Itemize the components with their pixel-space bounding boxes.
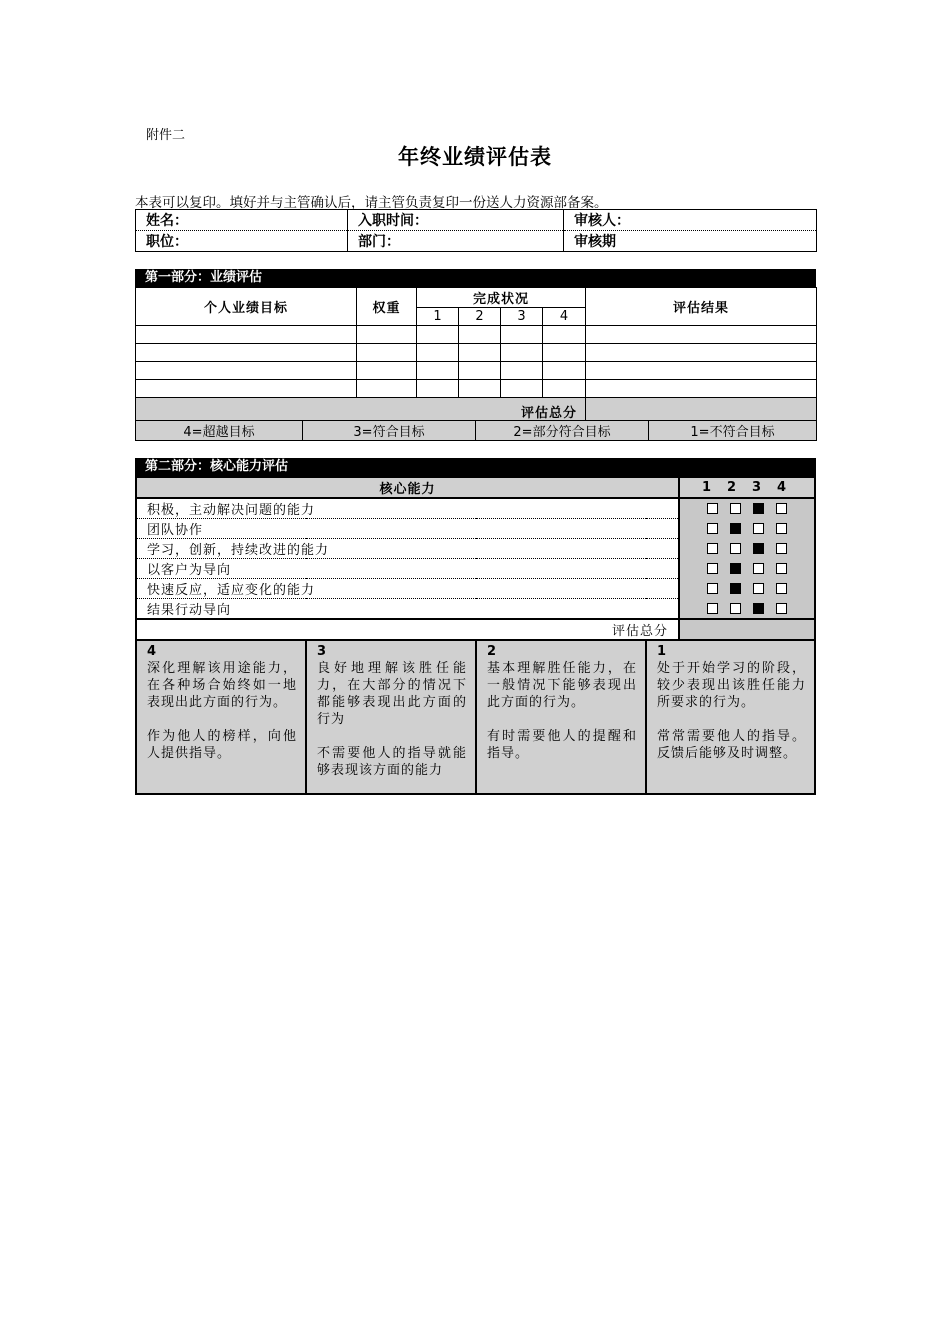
level-label: 3 (752, 480, 762, 495)
status-cell[interactable] (543, 380, 586, 398)
legend-item: 1=不符合目标 (649, 421, 817, 441)
col-goal-header: 个人业绩目标 (136, 288, 357, 326)
table-row[interactable] (136, 362, 817, 380)
table-row[interactable] (136, 326, 817, 344)
level-4-description (136, 640, 306, 794)
status-cell[interactable] (543, 326, 586, 344)
rating-checkbox-4[interactable] (776, 523, 787, 534)
list-item (136, 498, 815, 519)
result-cell[interactable] (586, 362, 817, 380)
part1-legend (135, 420, 817, 441)
competency-name: 快速反应，适应变化的能力 (136, 579, 679, 599)
goal-cell[interactable] (136, 380, 357, 398)
part2-header: 第二部分：核心能力评估 (135, 458, 816, 476)
goal-cell[interactable] (136, 326, 357, 344)
level-number: 4 (147, 644, 158, 659)
level-text: 处于开始学习的阶段，较少表现出该胜任能力所要求的行为。 (657, 661, 807, 710)
level-number: 1 (657, 644, 668, 659)
hire-date-field[interactable]: 入职时间： (348, 210, 564, 231)
rating-checkbox-3[interactable] (753, 563, 764, 574)
competency-rating (679, 539, 815, 559)
list-item (136, 559, 815, 579)
levels-header (679, 477, 815, 498)
status-cell[interactable] (501, 380, 543, 398)
status-cell[interactable] (417, 362, 459, 380)
competency-name: 学习，创新，持续改进的能力 (136, 539, 679, 559)
status-cell[interactable] (501, 362, 543, 380)
rating-checkbox-3[interactable] (753, 523, 764, 534)
level-number: 3 (317, 644, 328, 659)
page-title: 年终业绩评估表 (398, 145, 552, 169)
rating-checkbox-4[interactable] (776, 563, 787, 574)
rating-checkbox-1[interactable] (707, 503, 718, 514)
col-weight-header: 权重 (357, 288, 417, 326)
info-table (135, 209, 817, 252)
review-period-field[interactable]: 审核期 (564, 231, 817, 252)
legend-item: 3=符合目标 (303, 421, 476, 441)
rating-checkbox-1[interactable] (707, 523, 718, 534)
rating-checkbox-4[interactable] (776, 603, 787, 614)
competency-name: 团队协作 (136, 519, 679, 539)
rating-checkbox-2[interactable] (730, 543, 741, 554)
level-text: 常常需要他人的指导。反馈后能够及时调整。 (657, 729, 807, 761)
level-text: 有时需要他人的提醒和指导。 (487, 729, 637, 761)
competency-rating (679, 519, 815, 539)
weight-cell[interactable] (357, 344, 417, 362)
status-cell[interactable] (459, 326, 501, 344)
rating-checkbox-1[interactable] (707, 583, 718, 594)
rating-checkbox-3[interactable] (753, 543, 764, 554)
status-cell[interactable] (543, 362, 586, 380)
list-item (136, 519, 815, 539)
level-text: 不需要他人的指导就能够表现该方面的能力 (317, 746, 467, 778)
table-row[interactable] (136, 380, 817, 398)
position-field[interactable]: 职位： (146, 234, 188, 250)
status-level-4: 4 (543, 308, 586, 326)
rating-checkbox-1[interactable] (707, 563, 718, 574)
rating-checkbox-3[interactable] (753, 503, 764, 514)
status-cell[interactable] (501, 344, 543, 362)
rating-checkbox-2[interactable] (730, 603, 741, 614)
competency-table (135, 476, 816, 795)
status-cell[interactable] (459, 380, 501, 398)
part1-total-label: 评估总分 (136, 398, 586, 425)
goal-cell[interactable] (136, 362, 357, 380)
part2-total-label: 评估总分 (136, 619, 679, 640)
part1-header: 第一部分：业绩评估 (135, 269, 816, 287)
legend-item: 4=超越目标 (183, 425, 255, 440)
col-competency-header: 核心能力 (136, 477, 679, 498)
competency-rating (679, 599, 815, 620)
status-level-2: 2 (459, 308, 501, 326)
status-cell[interactable] (543, 344, 586, 362)
status-cell[interactable] (501, 326, 543, 344)
status-level-1: 1 (417, 308, 459, 326)
performance-table (135, 287, 817, 425)
weight-cell[interactable] (357, 362, 417, 380)
status-cell[interactable] (417, 380, 459, 398)
list-item (136, 599, 815, 620)
rating-checkbox-1[interactable] (707, 543, 718, 554)
result-cell[interactable] (586, 326, 817, 344)
competency-rating (679, 579, 815, 599)
name-field[interactable]: 姓名： (136, 210, 348, 231)
level-label: 4 (777, 480, 787, 495)
intro-text: 本表可以复印。填好并与主管确认后，请主管负责复印一份送人力资源部备案。 (135, 195, 608, 211)
weight-cell[interactable] (357, 326, 417, 344)
status-cell[interactable] (417, 344, 459, 362)
level-text: 良好地理解该胜任能力，在大部分的情况下都能够表现出此方面的行为 (317, 661, 467, 727)
level-number: 2 (487, 644, 498, 659)
status-cell[interactable] (417, 326, 459, 344)
competency-rating (679, 498, 815, 519)
level-label: 2 (727, 480, 737, 495)
legend-item: 2=部分符合目标 (476, 421, 649, 441)
col-status-header: 完成状况 (417, 288, 586, 308)
rating-checkbox-3[interactable] (753, 583, 764, 594)
department-field[interactable]: 部门： (348, 231, 564, 252)
status-cell[interactable] (459, 362, 501, 380)
result-cell[interactable] (586, 344, 817, 362)
list-item (136, 579, 815, 599)
level-text: 基本理解胜任能力，在一般情况下能够表现出此方面的行为。 (487, 661, 637, 710)
rating-checkbox-1[interactable] (707, 603, 718, 614)
col-result-header: 评估结果 (586, 288, 817, 326)
result-cell[interactable] (586, 380, 817, 398)
competency-name: 结果行动导向 (147, 603, 232, 618)
weight-cell[interactable] (357, 380, 417, 398)
level-1-description (646, 640, 815, 794)
level-3-description (306, 640, 476, 794)
competency-name: 以客户为导向 (136, 559, 679, 579)
goal-cell[interactable] (136, 344, 357, 362)
rating-checkbox-2[interactable] (730, 503, 741, 514)
status-level-3: 3 (501, 308, 543, 326)
reviewer-field[interactable]: 审核人： (564, 210, 817, 231)
level-text: 作为他人的榜样，向他人提供指导。 (147, 729, 297, 761)
rating-checkbox-3[interactable] (753, 603, 764, 614)
rating-checkbox-2[interactable] (730, 583, 741, 594)
table-row[interactable] (136, 344, 817, 362)
attachment-label: 附件二 (146, 128, 186, 143)
level-2-description (476, 640, 646, 794)
rating-checkbox-2[interactable] (730, 563, 741, 574)
rating-checkbox-2[interactable] (730, 523, 741, 534)
level-label: 1 (702, 480, 712, 495)
list-item (136, 539, 815, 559)
status-cell[interactable] (459, 344, 501, 362)
rating-checkbox-4[interactable] (776, 583, 787, 594)
part2-total-value[interactable] (679, 619, 815, 640)
rating-checkbox-4[interactable] (776, 543, 787, 554)
level-text: 深化理解该用途能力，在各种场合始终如一地表现出此方面的行为。 (147, 661, 297, 710)
competency-name: 积极，主动解决问题的能力 (136, 498, 679, 519)
rating-checkbox-4[interactable] (776, 503, 787, 514)
competency-rating (679, 559, 815, 579)
